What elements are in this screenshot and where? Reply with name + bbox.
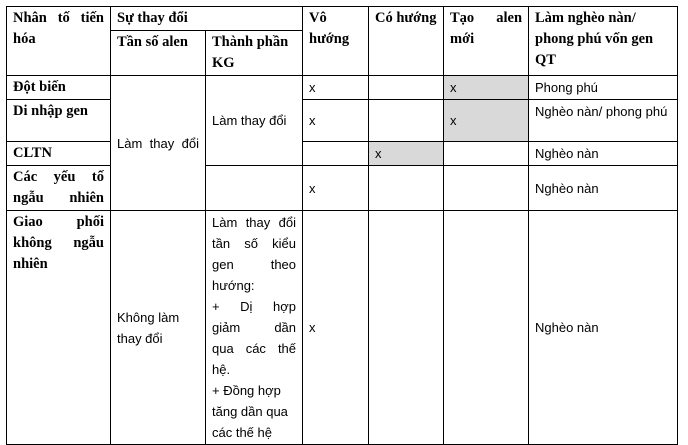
- genotype-line: + Đồng hợp: [212, 383, 281, 398]
- nonrandom-undirected-mark: x: [303, 211, 369, 445]
- mutation-new-alleles-mark: x: [444, 76, 529, 100]
- selection-new-alleles-empty: [444, 142, 529, 166]
- nonrandom-directed-empty: [369, 211, 444, 445]
- nonrandom-gene-pool: Nghèo nàn: [529, 211, 678, 445]
- cell-genotype-changes: Làm thay đổi: [206, 76, 303, 166]
- random-undirected-mark: x: [303, 166, 369, 211]
- genotype-line: Làm thay đổi: [212, 215, 297, 230]
- genotype-line: hướng:: [212, 278, 255, 293]
- random-directed-empty: [369, 166, 444, 211]
- selection-directed-mark: x: [369, 142, 444, 166]
- row-factor-random: Các yếu tố ngẫu nhiên: [7, 166, 111, 211]
- genotype-line: các thế hệ: [212, 425, 272, 440]
- mutation-gene-pool: Phong phú: [529, 76, 678, 100]
- genotype-line: + Dị hợp: [212, 299, 297, 314]
- cell-allele-freq-changes: Làm thay đổi: [111, 76, 206, 211]
- genotype-line: tần số kiểu: [212, 236, 297, 251]
- nonrandom-genotype-comp: [206, 211, 303, 445]
- migration-directed-empty: [369, 100, 444, 142]
- header-gene-pool: Làm nghèo nàn/ phong phú vốn gen QT: [529, 7, 678, 76]
- row-factor-mutation: Đột biến: [7, 76, 111, 100]
- migration-gene-pool: Nghèo nàn/ phong phú: [529, 100, 678, 142]
- selection-undirected-empty: [303, 142, 369, 166]
- migration-undirected-mark: x: [303, 100, 369, 142]
- header-undirected: Vô hướng: [303, 7, 369, 76]
- mutation-undirected-mark: x: [303, 76, 369, 100]
- row-factor-selection: CLTN: [7, 142, 111, 166]
- header-genotype-comp: Thành phần KG: [206, 31, 303, 76]
- nonrandom-new-alleles-empty: [444, 211, 529, 445]
- random-genotype-empty: [206, 166, 303, 211]
- genotype-line: tăng dần qua: [212, 404, 288, 419]
- header-new-alleles: Tạo alen mới: [444, 7, 529, 76]
- genotype-line: qua các thế: [212, 341, 297, 356]
- header-allele-freq: Tần số alen: [111, 31, 206, 76]
- header-directed: Có hướng: [369, 7, 444, 76]
- header-factor: Nhân tố tiến hóa: [7, 7, 111, 76]
- row-factor-nonrandom: Giao phối không ngẫu nhiên: [7, 211, 111, 445]
- random-new-alleles-empty: [444, 166, 529, 211]
- mutation-directed-empty: [369, 76, 444, 100]
- genotype-line: gen theo: [212, 257, 297, 272]
- selection-gene-pool: Nghèo nàn: [529, 142, 678, 166]
- random-gene-pool: Nghèo nàn: [529, 166, 678, 211]
- migration-new-alleles-mark: x: [444, 100, 529, 142]
- header-change: Sự thay đổi: [111, 7, 303, 31]
- nonrandom-allele-freq: Không làm thay đổi: [111, 211, 206, 445]
- genotype-line: giảm dần: [212, 320, 297, 335]
- row-factor-migration: Di nhập gen: [7, 100, 111, 142]
- genotype-line: hệ.: [212, 362, 231, 377]
- evolution-factors-table: [6, 6, 678, 445]
